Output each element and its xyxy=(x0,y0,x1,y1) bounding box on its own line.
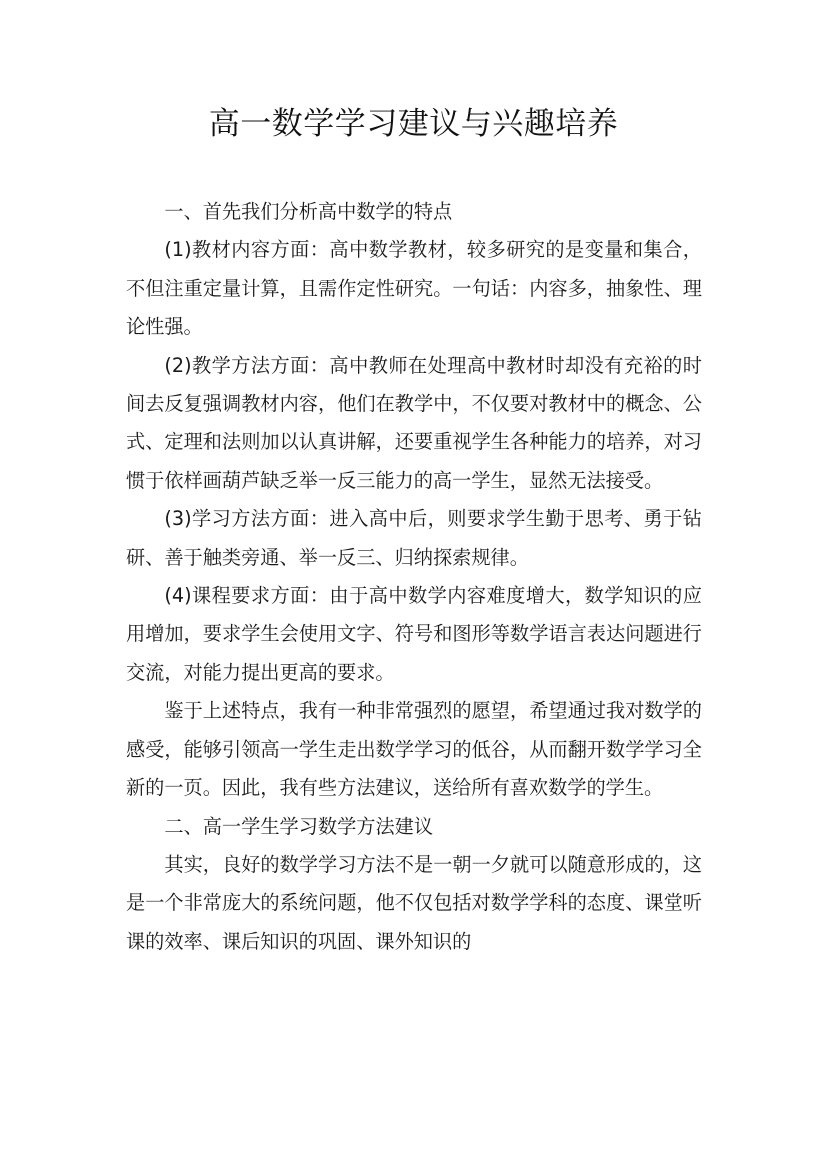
document-title: 高一数学学习建议与兴趣培养 xyxy=(208,106,619,142)
paragraph-course-requirements: (4)课程要求方面：由于高中数学内容难度增大，数学知识的应用增加，要求学生会使用文字、符号和图形等数学语言表达问题进行交流，对能力提出更高的要求。 xyxy=(126,584,702,684)
paragraph-learning-method: (3)学习方法方面：进入高中后，则要求学生勤于思考、勇于钻研、善于触类旁通、举一反三、归纳探索规律。 xyxy=(126,507,702,569)
paragraph-teaching-method: (2)教学方法方面：高中教师在处理高中教材时却没有充裕的时间去反复强调教材内容，他们在教学中，不仅要对教材中的概念、公式、定理和法则加以认真讲解，还要重视学生各种能力的培养，对习惯于依样画葫芦缺乏举一反三能力的高一学生，显然无法接受。 xyxy=(126,353,702,492)
paragraph-textbook-content: (1)教材内容方面：高中数学教材，较多研究的是变量和集合，不但注重定量计算，且需作定性研究。一句话：内容多，抽象性、理论性强。 xyxy=(126,238,702,339)
document-body xyxy=(126,193,702,961)
section-heading-1: 一、首先我们分析高中数学的特点 xyxy=(164,200,453,223)
paragraph-method-intro: 其实，良好的数学学习方法不是一朝一夕就可以随意形成的，这是一个非常庞大的系统问题，他不仅包括对数学学科的态度、课堂听课的效率、课后知识的巩固、课外知识的 xyxy=(126,852,702,953)
paragraph-summary: 鉴于上述特点，我有一种非常强烈的愿望，希望通过我对数学的感受，能够引领高一学生走出数学学习的低谷，从而翻开数学学习全新的一页。因此，我有些方法建议，送给所有喜欢数学的学生。 xyxy=(126,699,702,800)
section-heading-2: 二、高一学生学习数学方法建议 xyxy=(164,814,434,838)
